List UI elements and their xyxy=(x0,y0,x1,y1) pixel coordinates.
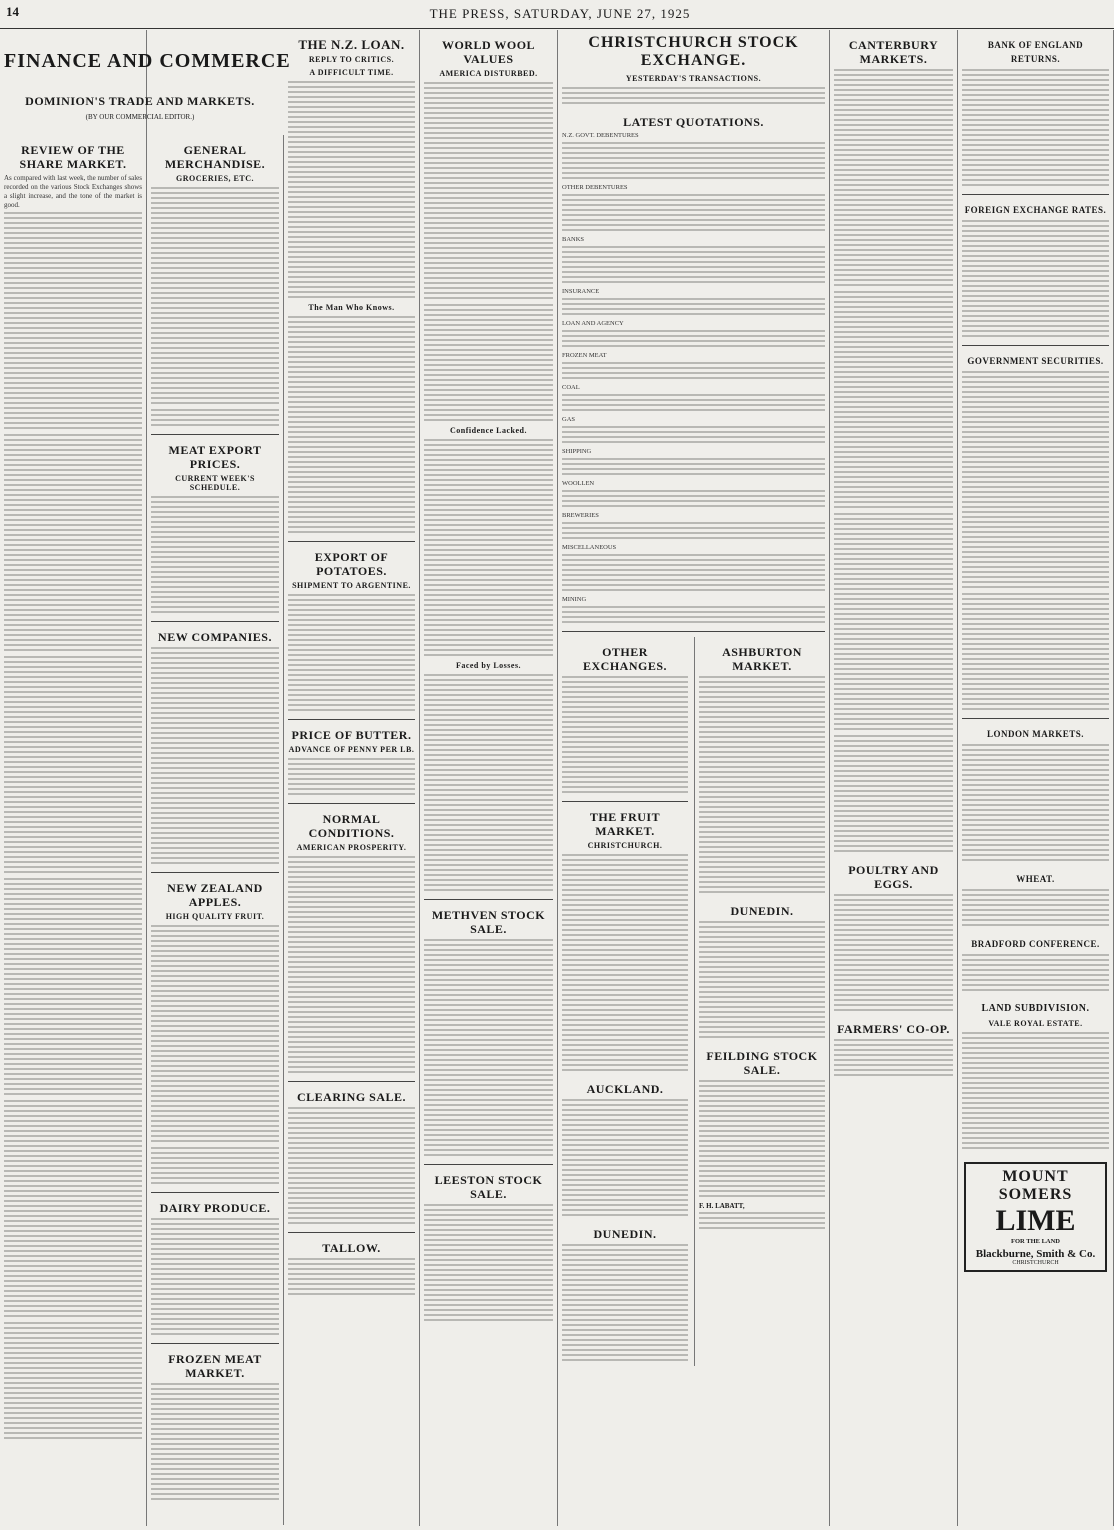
clearing-headline: CLEARING SALE. xyxy=(296,1090,407,1104)
table-body xyxy=(562,394,825,414)
body-text xyxy=(424,82,553,302)
meat-sub: CURRENT WEEK'S SCHEDULE. xyxy=(175,474,255,492)
column-7 xyxy=(958,30,1114,1526)
leeston-headline: LEESTON STOCK SALE. xyxy=(434,1173,543,1201)
body-text xyxy=(834,513,953,733)
col5-left xyxy=(562,637,688,1366)
table-body xyxy=(562,554,825,594)
body-text xyxy=(834,69,953,289)
table-body xyxy=(962,220,1109,340)
other-exchanges: OTHER EXCHANGES. xyxy=(582,645,667,673)
methven-headline: METHVEN STOCK SALE. xyxy=(431,908,546,936)
table-row: LOAN AND AGENCY xyxy=(562,320,624,327)
canterbury-headline: CANTERBURY MARKETS. xyxy=(848,38,939,66)
land-sub: VALE ROYAL ESTATE. xyxy=(988,1019,1083,1028)
body-text xyxy=(151,187,279,407)
body-text xyxy=(4,1100,142,1320)
ad-addr: CHRISTCHURCH xyxy=(1012,1260,1059,1266)
boe-headline: BANK OF ENGLAND RETURNS. xyxy=(987,40,1084,64)
man-who-knows: The Man Who Knows. xyxy=(308,303,395,312)
merchandise-headline: GENERAL MERCHANDISE. xyxy=(164,143,266,171)
body-text xyxy=(424,1204,553,1324)
body-text xyxy=(151,647,279,867)
body-text xyxy=(424,439,553,659)
normal-sub: AMERICAN PROSPERITY. xyxy=(296,843,407,852)
table-row: MINING xyxy=(562,596,587,603)
finance-byline: (BY OUR COMMERCIAL EDITOR.) xyxy=(85,113,195,121)
table-body xyxy=(962,371,1109,591)
body-text xyxy=(288,316,415,536)
fruit-headline: THE FRUIT MARKET. xyxy=(589,810,661,838)
body-text xyxy=(4,434,142,654)
table-row: INSURANCE xyxy=(562,288,600,295)
body-text xyxy=(699,921,825,1041)
farmers-headline: FARMERS' CO-OP. xyxy=(837,1022,950,1036)
body-text xyxy=(288,1258,415,1298)
merchandise-sub: GROCERIES, ETC. xyxy=(176,174,254,183)
finance-header-block xyxy=(0,90,280,125)
dunedin-headline: DUNEDIN. xyxy=(593,1227,657,1241)
table-body xyxy=(562,362,825,382)
body-text xyxy=(4,212,142,432)
body-text xyxy=(834,735,953,855)
table-body xyxy=(562,606,825,626)
body-text xyxy=(424,674,553,894)
table-body xyxy=(562,490,825,510)
table-row: WOOLLEN xyxy=(562,480,595,487)
bradford-headline: BRADFORD CONFERENCE. xyxy=(971,939,1100,949)
table-body xyxy=(562,458,825,478)
body-text xyxy=(562,676,688,796)
companies-headline: NEW COMPANIES. xyxy=(158,630,272,644)
ad-firm: Blackburne, Smith & Co. xyxy=(975,1248,1096,1260)
table-row: FROZEN MEAT xyxy=(562,352,607,359)
loan-headline: THE N.Z. LOAN. xyxy=(298,37,405,52)
table-row: OTHER DEBENTURES xyxy=(562,184,628,191)
body-text xyxy=(4,878,142,1098)
finance-title: FINANCE AND COMMERCE xyxy=(4,50,291,72)
body-text xyxy=(288,594,415,714)
table-body xyxy=(562,330,825,350)
body-text xyxy=(151,409,279,429)
lime-advertisement xyxy=(964,1162,1107,1272)
masthead xyxy=(0,0,1114,29)
table-row: SHIPPING xyxy=(562,448,592,455)
table-body xyxy=(562,298,825,318)
body-text xyxy=(562,1099,688,1219)
column-1-body xyxy=(0,135,147,1525)
table-row: GAS xyxy=(562,416,576,423)
loan-sub2: A DIFFICULT TIME. xyxy=(309,68,394,77)
govt-headline: GOVERNMENT SECURITIES. xyxy=(967,356,1104,366)
body-text xyxy=(562,87,825,107)
body-text xyxy=(288,1107,415,1227)
butter-sub: ADVANCE OF PENNY PER LB. xyxy=(288,745,415,754)
table-body xyxy=(962,69,1109,189)
table-body xyxy=(562,522,825,542)
stock-exchange-headline: CHRISTCHURCH STOCK EXCHANGE. xyxy=(588,34,799,69)
ad-line3: FOR THE LAND xyxy=(1011,1238,1060,1245)
forex-headline: FOREIGN EXCHANGE RATES. xyxy=(964,205,1107,215)
body-text xyxy=(562,854,688,1074)
apples-sub: HIGH QUALITY FRUIT. xyxy=(165,912,265,921)
land-headline: LAND SUBDIVISION. xyxy=(981,1003,1090,1014)
dairy-headline: DAIRY PRODUCE. xyxy=(159,1201,271,1215)
body-text xyxy=(834,1039,953,1079)
frozen-headline: FROZEN MEAT MARKET. xyxy=(168,1352,262,1380)
wool-sub: AMERICA DISTURBED. xyxy=(439,69,538,78)
fruit-sub: CHRISTCHURCH. xyxy=(587,841,663,850)
body-text xyxy=(962,954,1109,994)
potatoes-headline: EXPORT OF POTATOES. xyxy=(314,550,389,578)
share-market-headline: REVIEW OF THE SHARE MARKET. xyxy=(19,143,127,171)
body-text xyxy=(151,496,279,616)
body-text xyxy=(962,889,1109,929)
body-text xyxy=(424,939,553,1159)
table-body xyxy=(962,593,1109,713)
dunedin-market-headline: DUNEDIN. xyxy=(730,904,794,918)
table-body xyxy=(562,142,825,182)
body-text xyxy=(962,744,1109,864)
stock-exchange-sub: YESTERDAY'S TRANSACTIONS. xyxy=(625,74,762,83)
page-number: 14 xyxy=(6,4,19,19)
tallow-headline: TALLOW. xyxy=(322,1241,381,1255)
ad-line2: LIME xyxy=(995,1204,1076,1237)
finance-subtitle: DOMINION'S TRADE AND MARKETS. xyxy=(25,94,255,108)
body-text xyxy=(562,1244,688,1364)
body-text xyxy=(151,1218,279,1338)
body-text xyxy=(699,676,825,896)
feilding-headline: FEILDING STOCK SALE. xyxy=(706,1049,818,1077)
table-row: BREWERIES xyxy=(562,512,599,519)
body-text xyxy=(288,856,415,1076)
ad-line1: MOUNT SOMERS xyxy=(998,1168,1073,1203)
masthead-title: THE PRESS, SATURDAY, JUNE 27, 1925 xyxy=(429,6,691,21)
column-6 xyxy=(830,30,958,1526)
share-market-lead: As compared with last week, the number of sales recorded on the various Stock Exchanges shows a slight increase, and the tone of the market is good. xyxy=(4,174,142,209)
table-row: N.Z. GOVT. DEBENTURES xyxy=(562,132,639,139)
table-row: MISCELLANEOUS xyxy=(562,544,617,551)
body-text xyxy=(834,291,953,511)
normal-headline: NORMAL CONDITIONS. xyxy=(308,812,395,840)
body-text xyxy=(288,758,415,798)
body-text xyxy=(288,81,415,301)
col6-left xyxy=(694,637,825,1366)
body-text xyxy=(151,1147,279,1187)
wheat-headline: WHEAT. xyxy=(1016,874,1055,884)
table-body xyxy=(562,246,825,286)
table-body xyxy=(562,194,825,234)
body-text xyxy=(4,1322,142,1442)
column-4 xyxy=(420,30,558,1526)
column-5 xyxy=(558,30,830,1526)
column-3 xyxy=(284,30,420,1526)
confidence-sub: Confidence Lacked. xyxy=(450,426,527,435)
london-markets-headline: LONDON MARKETS. xyxy=(986,729,1084,739)
body-text xyxy=(4,656,142,876)
apples-headline: NEW ZEALAND APPLES. xyxy=(167,881,263,909)
body-text xyxy=(699,1212,825,1232)
latest-quotations: LATEST QUOTATIONS. xyxy=(623,115,764,129)
meat-headline: MEAT EXPORT PRICES. xyxy=(168,443,262,471)
notice-signature: F. H. LABATT, xyxy=(699,1202,745,1210)
table-body xyxy=(562,426,825,446)
body-text xyxy=(962,1032,1109,1152)
body-text xyxy=(424,304,553,424)
table-row: BANKS xyxy=(562,236,585,243)
body-text xyxy=(699,1080,825,1200)
table-row: COAL xyxy=(562,384,580,391)
loan-sub1: REPLY TO CRITICS. xyxy=(308,55,395,64)
faced-sub: Faced by Losses. xyxy=(455,661,522,670)
ashburton-headline: ASHBURTON MARKET. xyxy=(722,645,802,673)
auckland-headline: AUCKLAND. xyxy=(586,1082,664,1096)
butter-headline: PRICE OF BUTTER. xyxy=(291,728,412,742)
body-text xyxy=(834,894,953,1014)
body-text xyxy=(151,1383,279,1503)
body-text xyxy=(151,925,279,1145)
column-2 xyxy=(147,135,284,1525)
poultry-headline: POULTRY AND EGGS. xyxy=(848,863,939,891)
potatoes-sub: SHIPMENT TO ARGENTINE. xyxy=(292,581,411,590)
wool-headline: WORLD WOOL VALUES xyxy=(441,38,536,66)
